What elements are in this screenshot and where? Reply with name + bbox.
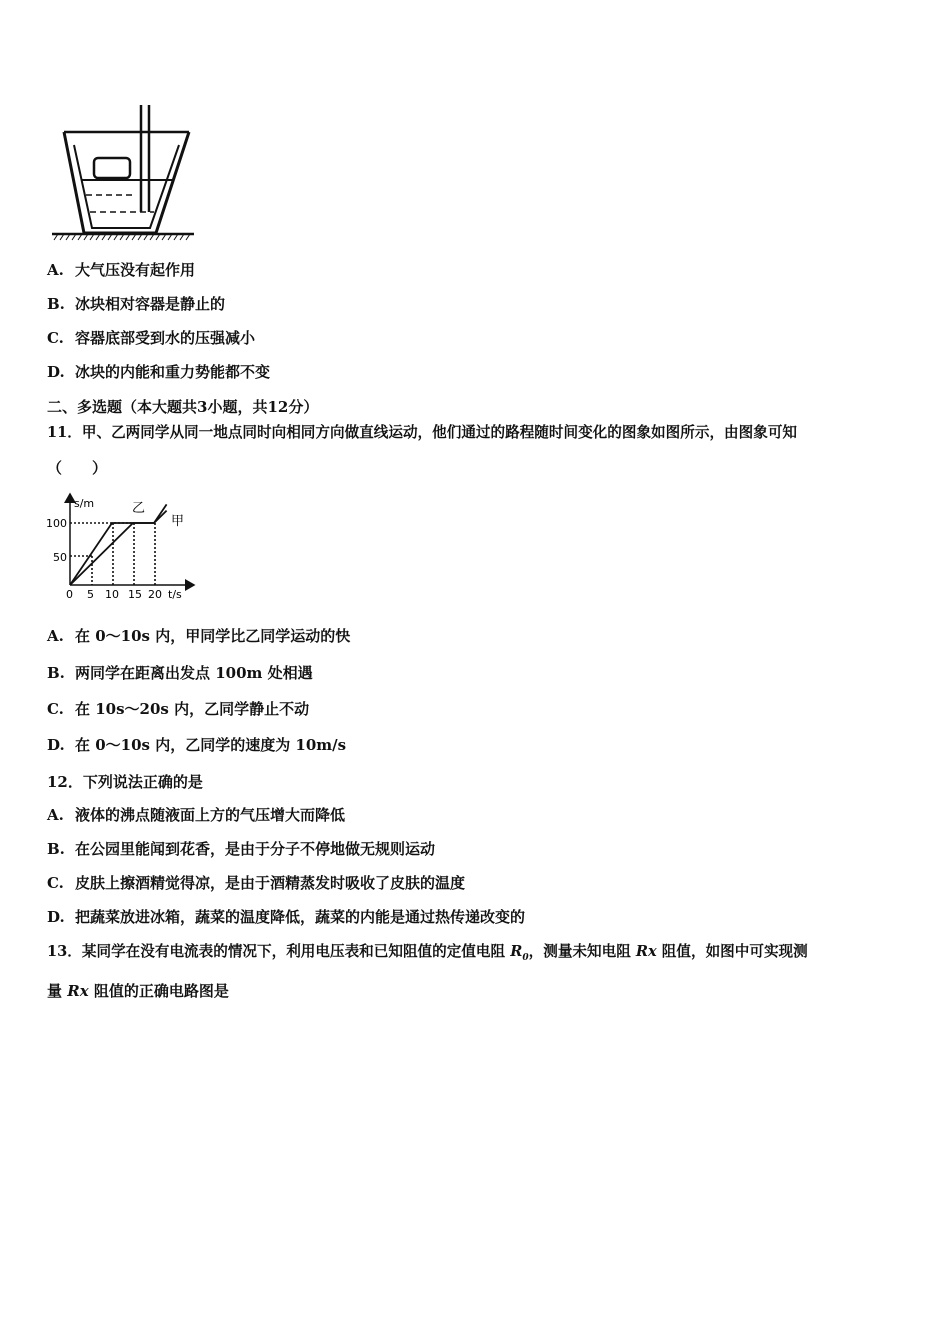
- option-letter: C.: [47, 700, 64, 718]
- y-axis-label: s/m: [74, 497, 95, 510]
- x-tick-5: 5: [87, 588, 94, 601]
- option-text: 把蔬菜放进冰箱，蔬菜的温度降低，蔬菜的内能是通过热传递改变的: [75, 908, 526, 926]
- option-text: 皮肤上擦酒精觉得凉，是由于酒精蒸发时吸收了皮肤的温度: [75, 874, 466, 892]
- rx-symbol: Rx: [67, 982, 89, 1000]
- option-text: 在 0～10s 内，甲同学比乙同学运动的快: [75, 627, 351, 645]
- q10-option-c[interactable]: [47, 328, 255, 348]
- q10-option-d[interactable]: [47, 362, 270, 382]
- option-text: 两同学在距离出发点 100m 处相遇: [75, 664, 313, 682]
- option-text: 在公园里能闻到花香，是由于分子不停地做无规则运动: [75, 840, 436, 858]
- series-line-yi: [70, 504, 167, 585]
- option-letter: C.: [47, 874, 64, 892]
- series-label-jia: 甲: [171, 514, 185, 529]
- option-text: 液体的沸点随液面上方的气压增大而降低: [75, 806, 346, 824]
- r0-symbol: [510, 943, 529, 963]
- q12-option-d[interactable]: [47, 907, 525, 927]
- option-letter: C.: [47, 329, 64, 347]
- y-tick-50: 50: [53, 551, 67, 564]
- q13-text: 阻值，如图中可实现测: [656, 943, 808, 960]
- r0-subscript: 0: [522, 952, 529, 963]
- q12-option-c[interactable]: [47, 873, 465, 893]
- q11-option-c[interactable]: [47, 699, 309, 719]
- option-text: 在 0～10s 内，乙同学的速度为 10m/s: [75, 736, 347, 754]
- option-text: 容器底部受到水的压强减小: [75, 329, 256, 347]
- series-line-jia: [70, 511, 167, 585]
- option-letter: D.: [47, 908, 65, 926]
- option-letter: B.: [47, 664, 65, 682]
- option-text: 大气压没有起作用: [75, 261, 196, 279]
- option-letter: A.: [47, 627, 64, 645]
- option-letter: B.: [47, 840, 65, 858]
- q12-stem: 12．下列说法正确的是: [47, 773, 203, 791]
- q10-option-b[interactable]: [47, 294, 225, 314]
- rx-symbol: Rx: [635, 943, 657, 960]
- q13-text: 阻值的正确电路图是: [88, 982, 229, 1000]
- container-figure: [44, 100, 204, 242]
- q11-option-d[interactable]: [47, 735, 346, 755]
- option-letter: D.: [47, 736, 65, 754]
- q13-text: 量: [47, 982, 68, 1000]
- q13-text: 13．某同学在没有电流表的情况下，利用电压表和已知阻值的定值电阻: [47, 943, 511, 960]
- q12-option-a[interactable]: [47, 805, 345, 825]
- x-tick-0: 0: [66, 588, 73, 601]
- option-text: 冰块的内能和重力势能都不变: [75, 363, 271, 381]
- q13-stem-line2: [47, 981, 229, 1001]
- q11-stem: 11．甲、乙两同学从同一地点同时向相同方向做直线运动，他们通过的路程随时间变化的图象如图所示，由图象可知: [47, 424, 798, 441]
- option-letter: A.: [47, 261, 64, 279]
- y-tick-100: 100: [46, 517, 67, 530]
- q13-stem-line1: [47, 942, 808, 968]
- q12-option-b[interactable]: [47, 839, 435, 859]
- x-tick-10: 10: [105, 588, 119, 601]
- q11-answer-paren: （ ）: [47, 459, 108, 477]
- q13-text: ，测量未知电阻: [528, 943, 636, 960]
- option-text: 在 10s～20s 内，乙同学静止不动: [75, 700, 310, 718]
- option-letter: D.: [47, 363, 65, 381]
- series-label-yi: 乙: [132, 501, 146, 516]
- st-graph: [44, 490, 204, 608]
- x-axis-label: t/s: [168, 588, 182, 601]
- r0-letter: R: [510, 943, 523, 960]
- x-tick-20: 20: [148, 588, 162, 601]
- option-text: 冰块相对容器是静止的: [75, 295, 226, 313]
- q11-option-a[interactable]: [47, 626, 350, 646]
- section-heading: 二、多选题（本大题共3小题，共12分）: [47, 398, 319, 416]
- option-letter: A.: [47, 806, 64, 824]
- q10-option-a[interactable]: [47, 260, 195, 280]
- x-tick-15: 15: [128, 588, 142, 601]
- q11-option-b[interactable]: [47, 663, 313, 683]
- option-letter: B.: [47, 295, 65, 313]
